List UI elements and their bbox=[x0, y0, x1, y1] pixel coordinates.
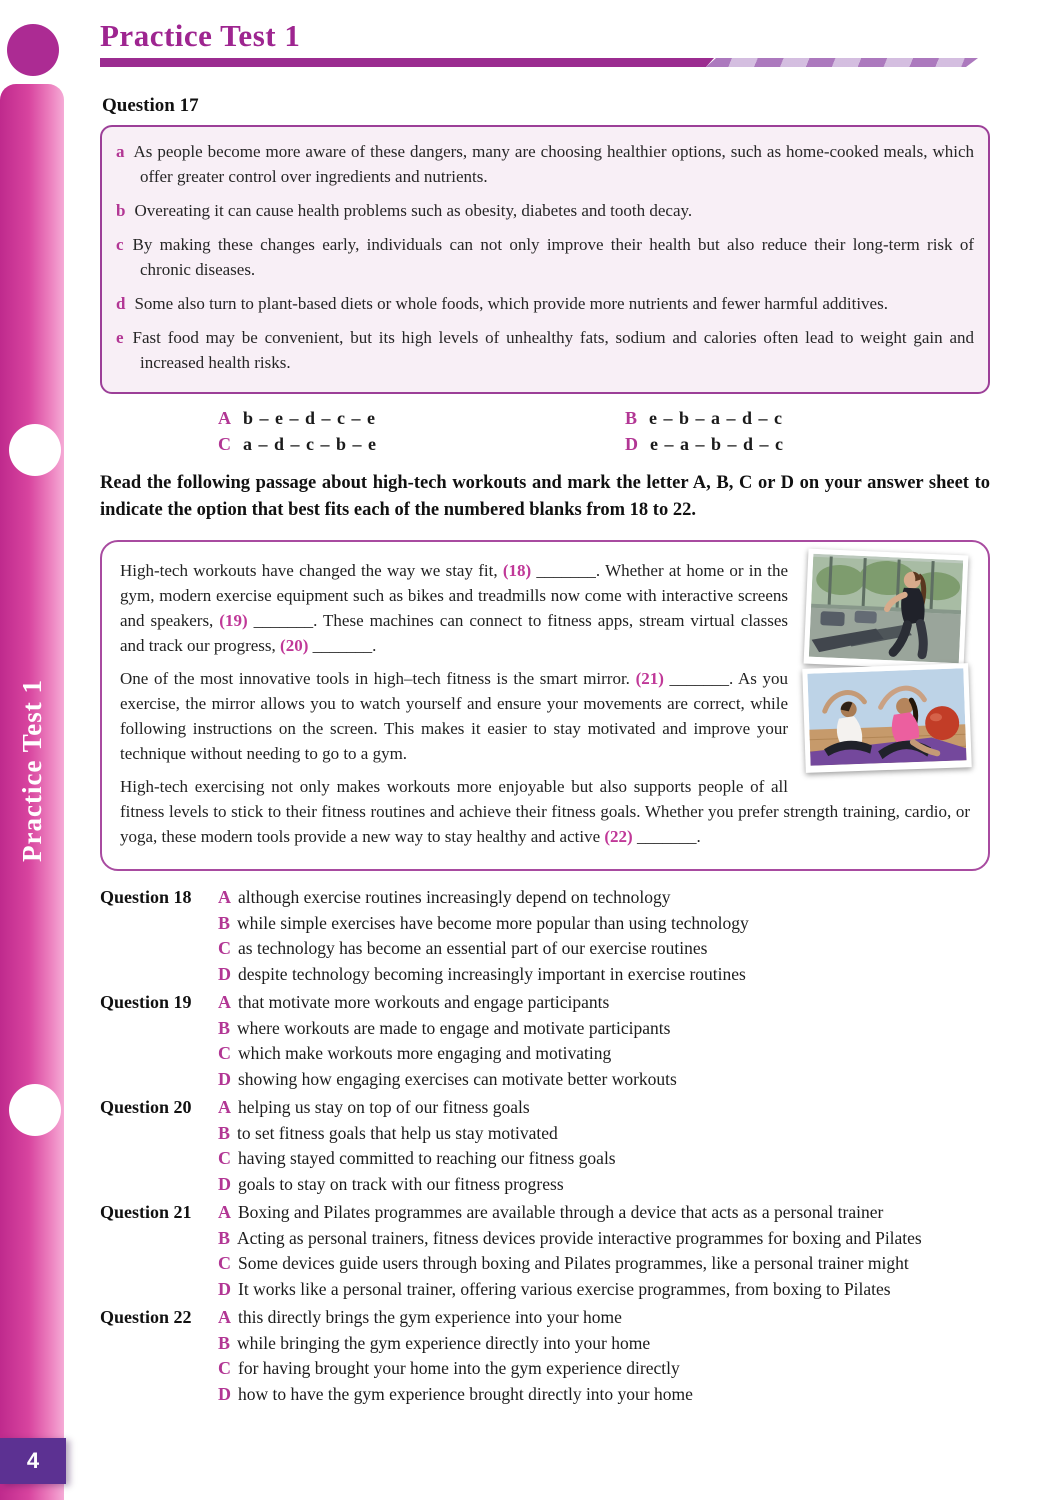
page-title: Practice Test 1 bbox=[100, 18, 301, 53]
option-text: although exercise routines increasingly depend on technology bbox=[238, 887, 671, 907]
option-text: while bringing the gym experience directly into your home bbox=[237, 1332, 651, 1353]
question-options bbox=[218, 885, 990, 987]
option-letter: c bbox=[116, 235, 124, 254]
option-letter: D bbox=[218, 1278, 231, 1299]
option-text: that motivate more workouts and engage participants bbox=[238, 992, 610, 1012]
answer-letter: A bbox=[218, 408, 231, 428]
answer-sequence: e – a – b – d – c bbox=[650, 434, 784, 454]
answer-option bbox=[218, 1331, 990, 1357]
option-letter: A bbox=[218, 992, 231, 1012]
passage-paragraph: One of the most innovative tools in high–tech fitness is the smart mirror. (21) _______. As you exercise, the mirror allows you to watch yourself and ensure your movements are correct, while following instructions on the screen. This makes it easier to stay motivated and improve your technique without needing to go to a gym. bbox=[120, 669, 788, 763]
header-rule-solid bbox=[100, 58, 714, 67]
option-text: this directly brings the gym experience into your home bbox=[238, 1307, 622, 1327]
option-letter: B bbox=[218, 1122, 231, 1143]
question-label: Question 18 bbox=[100, 887, 192, 907]
answer-sequence: a – d – c – b – e bbox=[243, 434, 377, 454]
answer-option bbox=[218, 1095, 990, 1121]
answer-choice bbox=[218, 406, 625, 430]
sentence-option bbox=[116, 291, 974, 316]
page-number: 4 bbox=[26, 1448, 40, 1473]
option-text: Acting as personal trainers, fitness devices provide interactive programmes for boxing and Pilates bbox=[237, 1227, 922, 1248]
option-letter: A bbox=[218, 887, 231, 907]
passage-photos bbox=[798, 552, 970, 774]
option-text: Boxing and Pilates programmes are available through a device that acts as a personal trainer bbox=[238, 1202, 884, 1222]
option-letter: B bbox=[218, 1332, 231, 1353]
answer-option bbox=[218, 1277, 990, 1303]
page-number-tab bbox=[0, 1438, 66, 1484]
answer-option bbox=[218, 1200, 990, 1226]
treadmill-photo bbox=[804, 549, 969, 671]
question-options bbox=[218, 1200, 990, 1302]
option-letter: d bbox=[116, 294, 126, 313]
passage-box bbox=[100, 540, 990, 871]
option-letter: A bbox=[218, 1202, 231, 1222]
option-letter: B bbox=[218, 912, 231, 933]
option-letter: B bbox=[218, 1227, 231, 1248]
women-stretching-on-mats-illustration bbox=[807, 668, 966, 765]
option-letter: B bbox=[218, 1017, 231, 1038]
passage-paragraph: High-tech exercising not only makes workouts more enjoyable but also supports people of all fitness levels to stick to their fitness routines and achieve their fitness goals. Whether you prefer strength training, cardio, or yoga, these modern tools provide a new way to stay healthy and active (22) _______. bbox=[120, 777, 970, 846]
question-options bbox=[218, 1305, 990, 1407]
answer-option bbox=[218, 1382, 990, 1408]
sentence-option bbox=[116, 139, 974, 189]
question-label: Question 22 bbox=[100, 1307, 192, 1327]
option-text: for having brought your home into the gym experience directly bbox=[238, 1358, 680, 1378]
answer-choice bbox=[625, 432, 990, 456]
option-text: which make workouts more engaging and motivating bbox=[238, 1043, 612, 1063]
answer-choice bbox=[625, 406, 990, 430]
binder-hole-top bbox=[9, 424, 61, 476]
question-options bbox=[218, 990, 990, 1092]
question-block bbox=[100, 1095, 990, 1197]
option-text: It works like a personal trainer, offering various exercise programmes, from boxing to Pilates bbox=[238, 1278, 891, 1299]
option-text: having stayed committed to reaching our fitness goals bbox=[238, 1148, 616, 1168]
option-letter: D bbox=[218, 963, 231, 984]
answer-option bbox=[218, 1251, 990, 1277]
answer-option bbox=[218, 885, 990, 911]
question-options bbox=[218, 1095, 990, 1197]
option-text: showing how engaging exercises can motivate better workouts bbox=[238, 1068, 677, 1089]
option-text: Fast food may be convenient, but its high levels of unhealthy fats, sodium and calories often lead to weight gain and increased health risks. bbox=[132, 328, 974, 372]
question-block bbox=[100, 990, 990, 1092]
option-text: to set fitness goals that help us stay motivated bbox=[237, 1122, 558, 1143]
option-letter: D bbox=[218, 1068, 231, 1089]
sentence-option bbox=[116, 325, 974, 375]
option-letter: C bbox=[218, 1148, 231, 1168]
option-text: Overeating it can cause health problems such as obesity, diabetes and tooth decay. bbox=[134, 201, 693, 220]
question17-label: Question 17 bbox=[102, 95, 199, 116]
answer-option bbox=[218, 1067, 990, 1093]
section-instruction: Read the following passage about high-tech workouts and mark the letter A, B, C or D on your answer sheet to indicate the option that best fits each of the numbered blanks from 18 to 22. bbox=[100, 473, 990, 520]
question-block bbox=[100, 1200, 990, 1302]
answer-sequence: e – b – a – d – c bbox=[649, 408, 784, 428]
sidebar-strip bbox=[0, 84, 64, 1500]
answer-letter: D bbox=[625, 434, 638, 454]
question17-options-box bbox=[100, 125, 990, 394]
answer-choice bbox=[218, 432, 625, 456]
stretching-photo bbox=[802, 663, 972, 773]
question-label: Question 19 bbox=[100, 992, 192, 1012]
questions-list bbox=[100, 885, 990, 1407]
question-label: Question 21 bbox=[100, 1202, 192, 1222]
option-letter: a bbox=[116, 142, 125, 161]
question-label: Question 20 bbox=[100, 1097, 192, 1117]
corner-dot-decoration bbox=[7, 24, 59, 76]
answer-option bbox=[218, 1305, 990, 1331]
option-letter: A bbox=[218, 1097, 231, 1117]
answer-option bbox=[218, 1172, 990, 1198]
answer-sequence: b – e – d – c – e bbox=[243, 408, 376, 428]
option-letter: e bbox=[116, 328, 124, 347]
option-letter: D bbox=[218, 1173, 231, 1194]
woman-running-on-treadmill-illustration bbox=[809, 554, 963, 663]
answer-option bbox=[218, 1226, 990, 1252]
answer-option bbox=[218, 936, 990, 962]
option-text: By making these changes early, individuals can not only improve their health but also reduce their long-term risk of chronic diseases. bbox=[132, 235, 974, 279]
option-letter: C bbox=[218, 1043, 231, 1063]
passage-paragraph: High-tech workouts have changed the way we stay fit, (18) _______. Whether at home or in the gym, modern exercise equipment such as bikes and treadmills now come with interactive screens and speakers, (19) _______. These machines can connect to fitness apps, stream virtual classes and track our progress, (20) _______. bbox=[120, 561, 789, 655]
option-letter: C bbox=[218, 1358, 231, 1378]
answer-option bbox=[218, 990, 990, 1016]
option-letter: C bbox=[218, 938, 231, 958]
question-block bbox=[100, 1305, 990, 1407]
option-letter: b bbox=[116, 201, 126, 220]
option-text: helping us stay on top of our fitness goals bbox=[238, 1097, 530, 1117]
main-content bbox=[100, 0, 990, 1410]
option-text: while simple exercises have become more popular than using technology bbox=[237, 912, 749, 933]
option-letter: A bbox=[218, 1307, 231, 1327]
option-text: how to have the gym experience brought directly into your home bbox=[238, 1383, 693, 1404]
answer-option bbox=[218, 911, 990, 937]
sidebar-label-wrap bbox=[0, 650, 64, 890]
answer-option bbox=[218, 1146, 990, 1172]
option-text: where workouts are made to engage and motivate participants bbox=[237, 1017, 671, 1038]
option-text: Some devices guide users through boxing and Pilates programmes, like a personal trainer might bbox=[238, 1253, 909, 1273]
option-text: As people become more aware of these dangers, many are choosing healthier options, such as home-cooked meals, which offer greater control over ingredients and nutrients. bbox=[133, 142, 974, 186]
answer-option bbox=[218, 1121, 990, 1147]
option-letter: C bbox=[218, 1253, 231, 1273]
binder-hole-bottom bbox=[9, 1084, 61, 1136]
option-text: as technology has become an essential part of our exercise routines bbox=[238, 938, 708, 958]
header-rule bbox=[100, 58, 990, 67]
sidebar-vertical-title: Practice Test 1 bbox=[16, 678, 47, 862]
answer-option bbox=[218, 1356, 990, 1382]
question17-answers bbox=[218, 406, 990, 456]
question-block bbox=[100, 885, 990, 987]
answer-letter: C bbox=[218, 434, 231, 454]
sentence-option bbox=[116, 232, 974, 282]
answer-option bbox=[218, 962, 990, 988]
answer-option bbox=[218, 1041, 990, 1067]
sentence-option bbox=[116, 198, 974, 223]
answer-letter: B bbox=[625, 408, 638, 428]
option-text: Some also turn to plant-based diets or whole foods, which provide more nutrients and fewer harmful additives. bbox=[134, 294, 888, 313]
option-letter: D bbox=[218, 1383, 231, 1404]
option-text: goals to stay on track with our fitness progress bbox=[238, 1173, 564, 1194]
option-text: despite technology becoming increasingly important in exercise routines bbox=[238, 963, 746, 984]
header-rule-stripes bbox=[706, 58, 978, 67]
answer-option bbox=[218, 1016, 990, 1042]
